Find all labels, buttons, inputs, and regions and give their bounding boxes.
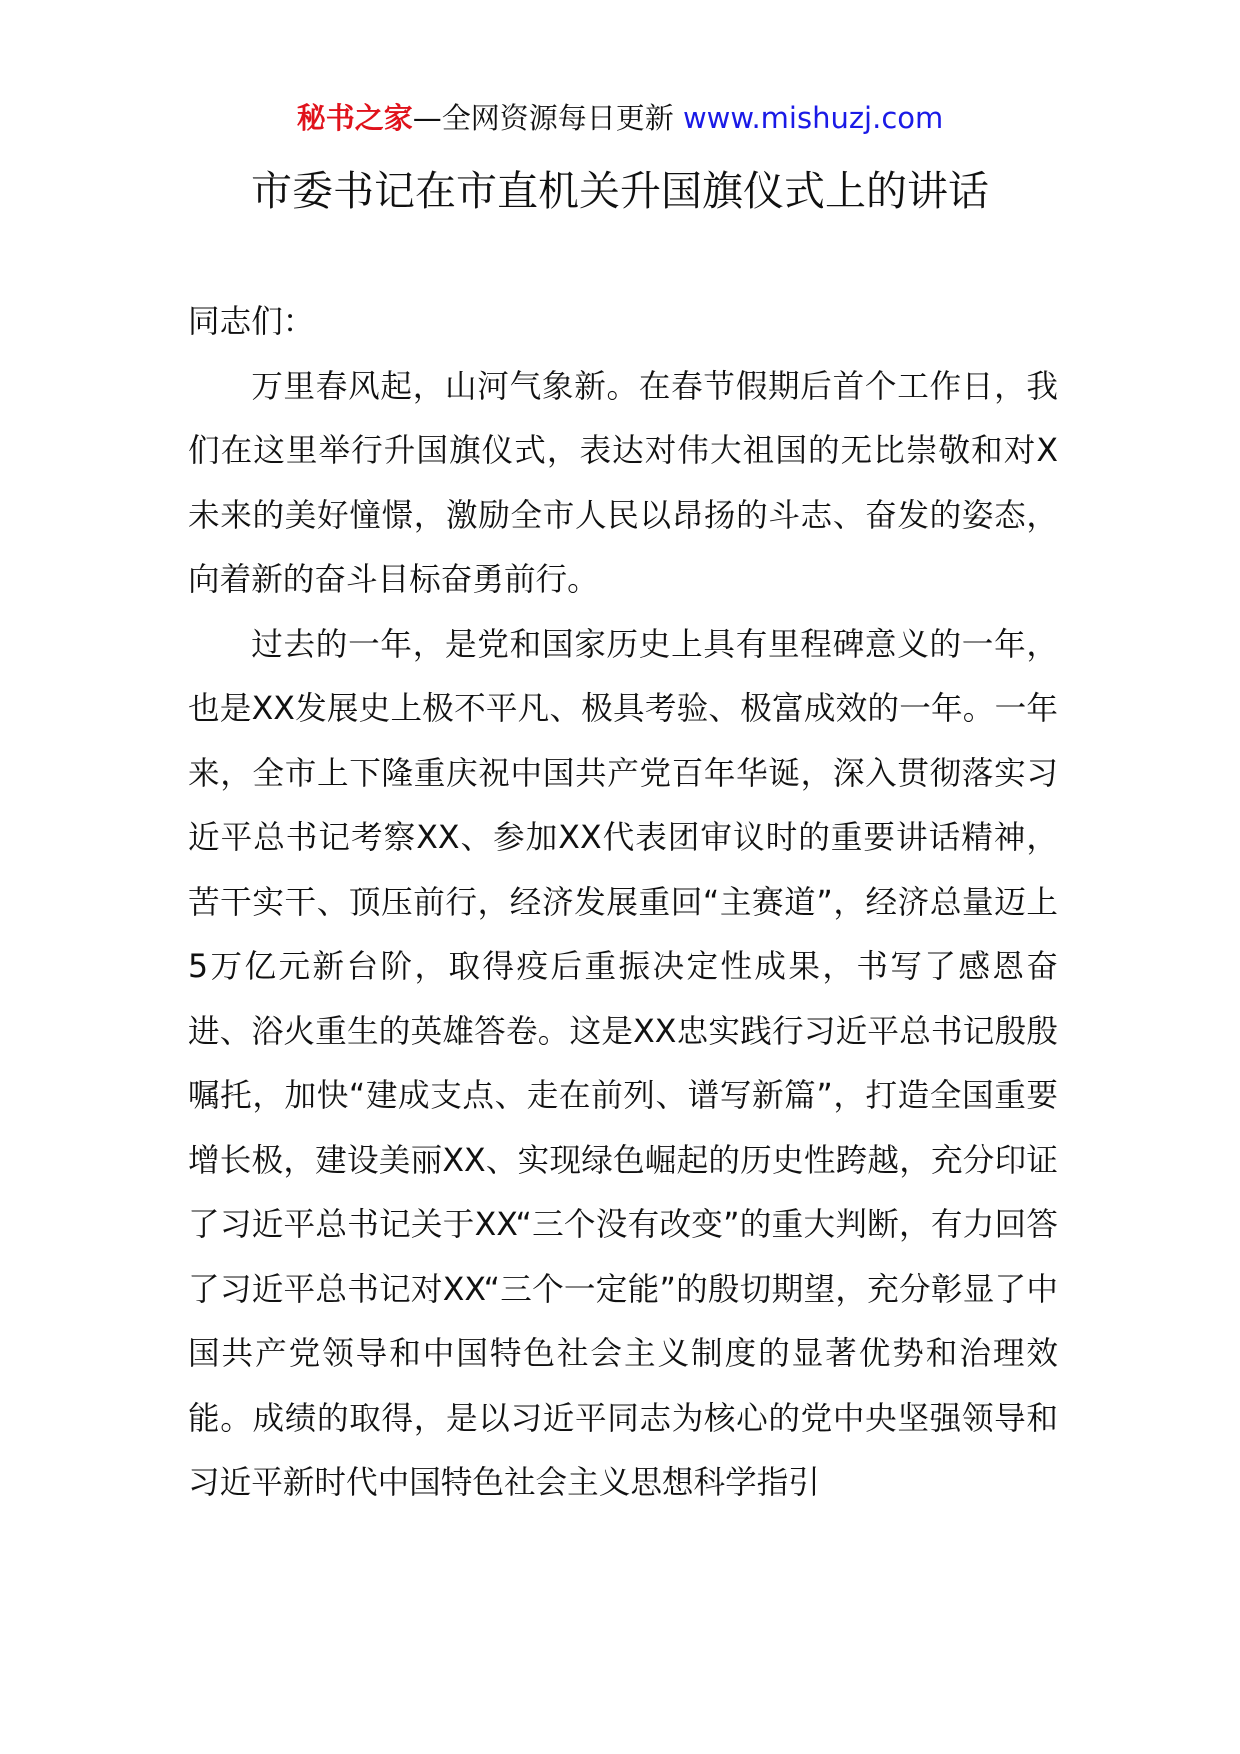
document-title: 市委书记在市直机关升国旗仪式上的讲话 (251, 167, 989, 215)
site-header (0, 98, 1240, 138)
brand-name: 秘书之家 (296, 101, 413, 135)
site-url-link[interactable]: www.mishuzj.com (682, 101, 944, 135)
paragraph: 万里春风起，山河气象新。在春节假期后首个工作日，我们在这里举行升国旗仪式，表达对伟大祖国的无比崇敬和对X未来的美好憧憬，激励全市人民以昂扬的斗志、奋发的姿态，向着新的奋斗目标奋勇前行。 (188, 368, 1058, 598)
salutation: 同志们： (188, 304, 315, 340)
paragraph: 过去的一年，是党和国家历史上具有里程碑意义的一年，也是XX发展史上极不平凡、极具考验、极富成效的一年。一年来，全市上下隆重庆祝中国共产党百年华诞，深入贯彻落实习近平总书记考察XX、参加XX代表团审议时的重要讲话精神，苦干实干、顶压前行，经济发展重回“主赛道”，经济总量迈上5万亿元新台阶，取得疫后重振决定性成果，书写了感恩奋进、浴火重生的英雄答卷。这是XX忠实践行习近平总书记殷殷嘱托，加快“建成支点、走在前列、谱写新篇”，打造全国重要增长极，建设美丽XX、实现绿色崛起的历史性跨越，充分印证了习近平总书记关于XX“三个没有改变”的重大判断，有力回答了习近平总书记对XX“三个一定能”的殷切期望，充分彰显了中国共产党领导和中国特色社会主义制度的显著优势和治理效能。成绩的取得，是以习近平同志为核心的党中央坚强领导和习近平新时代中国特色社会主义思想科学指引 (188, 626, 1058, 1501)
header-tagline: —全网资源每日更新 (412, 101, 674, 135)
document-body (188, 290, 1058, 1516)
